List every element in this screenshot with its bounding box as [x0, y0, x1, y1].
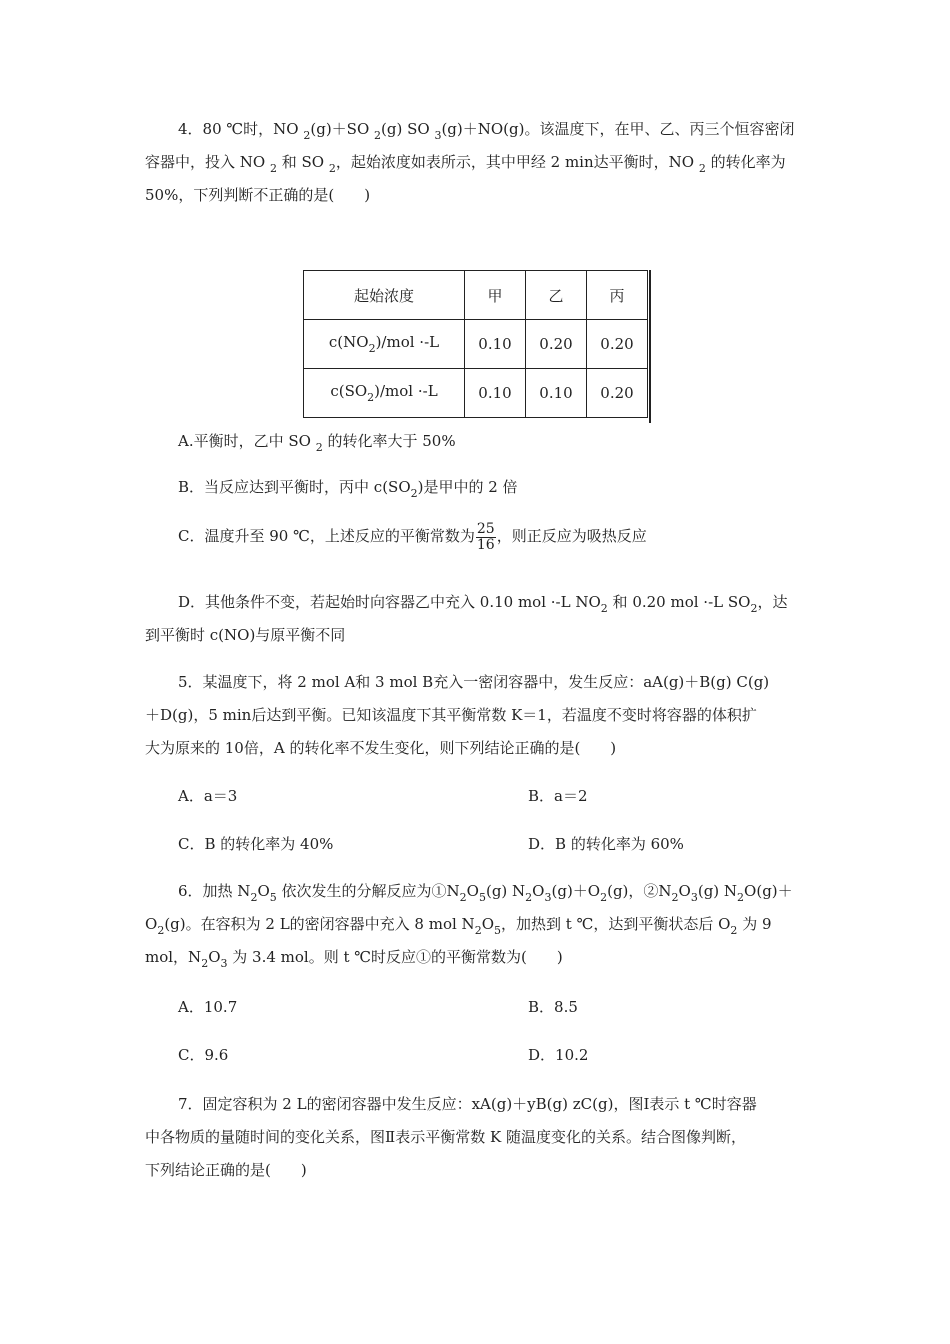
table-row-label: $c(NO_2)$/mol ·-L: [304, 320, 465, 369]
q6-option-d: D．10.2: [528, 1046, 589, 1064]
q4-line-3: 50%，下列判断不正确的是( ): [145, 186, 371, 204]
q4-option-d-line-2: 到平衡时 c(NO)与原平衡不同: [145, 626, 346, 644]
q4-option-b: B．当反应达到平衡时，丙中 $c(SO_2)$是甲中的 2 倍: [178, 478, 518, 500]
table-row: [304, 320, 648, 369]
q6-option-a: A．10.7: [178, 998, 238, 1016]
table-cell: 0.10: [526, 369, 587, 418]
q5-option-b: B．a＝2: [528, 787, 588, 805]
q7-line-3: 下列结论正确的是( ): [145, 1161, 307, 1179]
q6-line-2: $O_2(g)$。在容积为 2 L的密闭容器中充入 8 mol $N_2O_5$，加热到 t ℃，达到平衡状态后 $O_2$ 为 9: [145, 915, 772, 937]
table-cell: 0.10: [465, 369, 526, 418]
q6-line-1: 6．加热 $N_2O_5$ 依次发生的分解反应为$①N_2O_5(g)$ $N_2O_3(g)+O_2(g)$，$②N_2O_3(g)$ $N_2O(g)+$: [178, 882, 793, 904]
q5-line-2: ＋D(g)，5 min后达到平衡。已知该温度下其平衡常数 K＝1，若温度不变时将容器的体积扩: [145, 706, 757, 724]
q5-line-3: 大为原来的 10倍，A 的转化率不发生变化，则下列结论正确的是( ): [145, 739, 617, 757]
table-cell: 0.10: [465, 320, 526, 369]
table-row-label: $c(SO_2)$/mol ·-L: [304, 369, 465, 418]
table-cell: 0.20: [526, 320, 587, 369]
q5-option-d: D．B 的转化率为 60%: [528, 835, 684, 853]
q5-option-a: A．a＝3: [178, 787, 238, 805]
table-header-cell: 乙: [526, 271, 587, 320]
table-header-cell: 起始浓度: [304, 271, 465, 320]
q7-line-2: 中各物质的量随时间的变化关系，图Ⅱ表示平衡常数 K 随温度变化的关系。结合图像判断，: [145, 1128, 746, 1146]
fraction: $\frac{25}{16}$: [476, 521, 495, 553]
table-header-row: [304, 271, 648, 320]
q4-option-d-line-1: D．其他条件不变，若起始时向容器乙中充入 0.10 mol ·-L $NO_2$ 和 0.20 mol ·-L $SO_2$，达: [178, 593, 788, 615]
q4-line-1: 4．80 ℃时，NO $_2$(g)＋SO $_2$(g) SO $_3$(g)＋NO(g)。该温度下，在甲、乙、丙三个恒容密闭: [178, 120, 795, 142]
q7-line-1: 7．固定容积为 2 L的密闭容器中发生反应：xA(g)＋yB(g) zC(g)，图Ⅰ表示 t ℃时容器: [178, 1095, 757, 1113]
initial-concentration-table: [303, 270, 648, 418]
q5-option-c: C．B 的转化率为 40%: [178, 835, 334, 853]
q4-line-2: 容器中，投入 NO $_2$ 和 SO $_2$，起始浓度如表所示，其中甲经 2 min达平衡时，NO $_2$ 的转化率为: [145, 153, 786, 175]
q6-line-3: mol，$N_2O_3$ 为 3.4 mol。则 t ℃时反应①的平衡常数为( ): [145, 948, 563, 970]
q6-option-c: C．9.6: [178, 1046, 229, 1064]
table-header-cell: 丙: [587, 271, 648, 320]
table-border-shadow: [649, 270, 651, 423]
q6-option-b: B．8.5: [528, 998, 578, 1016]
table-cell: 0.20: [587, 369, 648, 418]
table-row: [304, 369, 648, 418]
table-header-cell: 甲: [465, 271, 526, 320]
q4-option-a: A.平衡时，乙中 SO $_2$ 的转化率大于 50%: [178, 432, 456, 454]
table-cell: 0.20: [587, 320, 648, 369]
q4-option-c: C．温度升至 90 ℃，上述反应的平衡常数为 $\frac{25}{16}$ ，则正反应为吸热反应: [178, 521, 647, 553]
q5-line-1: 5．某温度下，将 2 mol A和 3 mol B充入一密闭容器中，发生反应：aA(g)＋B(g) C(g): [178, 673, 770, 691]
